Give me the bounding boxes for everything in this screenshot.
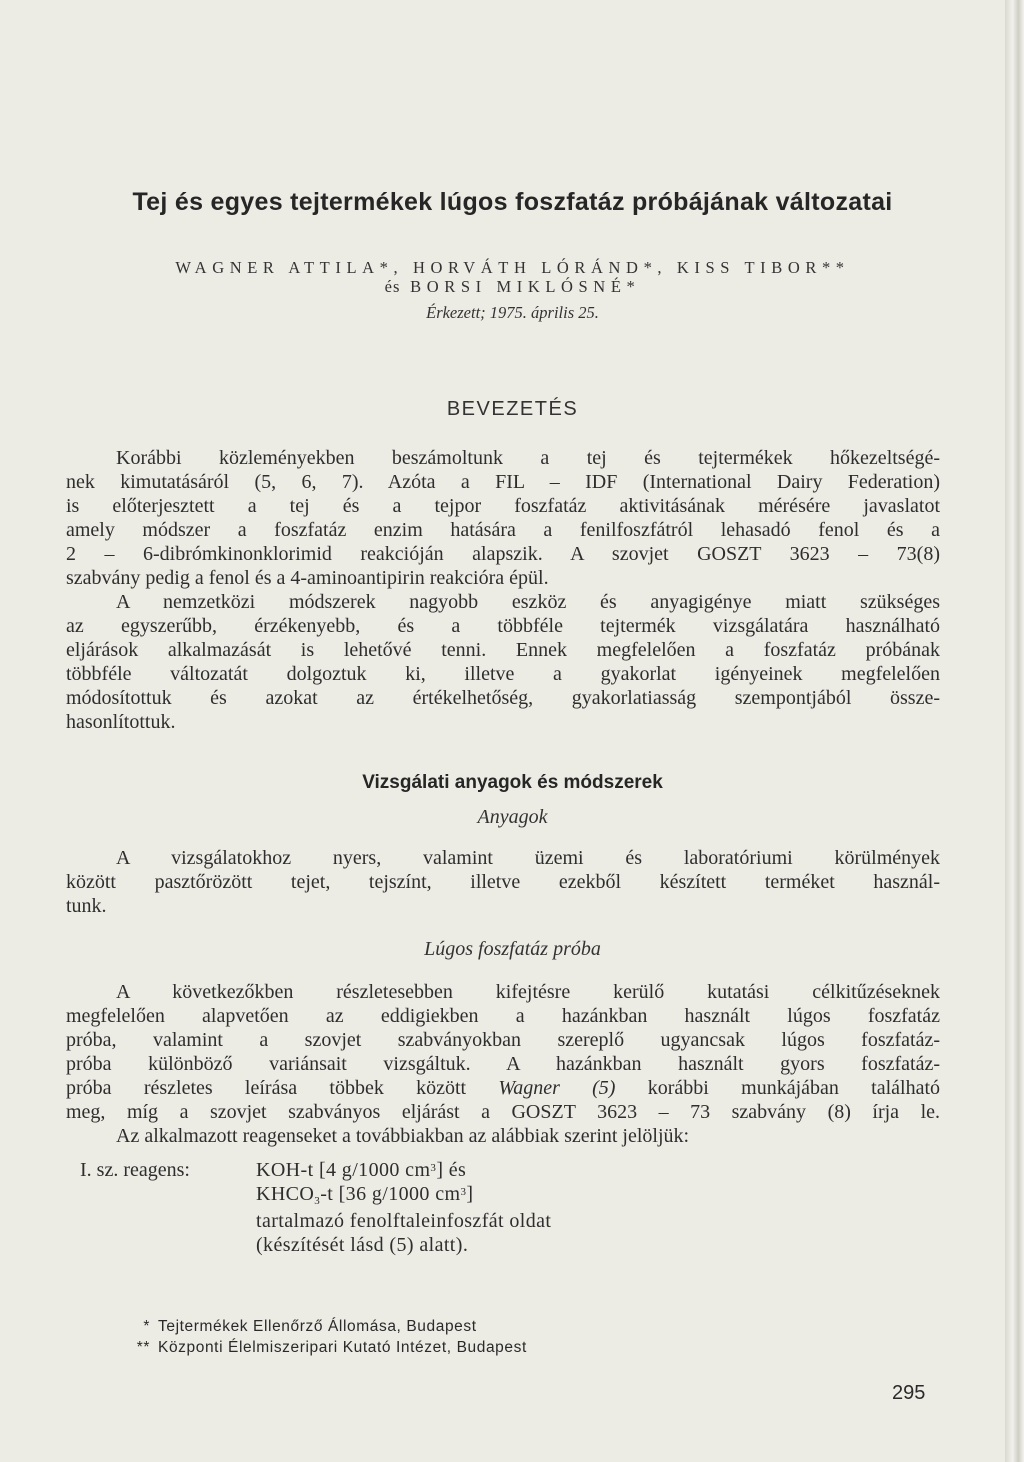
footnote-text: Központi Élelmiszeripari Kutató Intézet, Budapest: [158, 1339, 527, 1356]
text-line: meg, míg a szovjet szabványos eljárást a GOSZT 3623 – 73 szabvány (8) írja le.: [66, 1101, 940, 1123]
reagent-label: I. sz. reagens:: [80, 1159, 190, 1181]
text-line: tunk.: [66, 895, 107, 917]
text-line-with-reference: [66, 1076, 940, 1100]
text-segment: ]: [466, 1183, 474, 1205]
text-line: próba, valamint a szovjet szabványokban szereplő ugyancsak lúgos foszfatáz-: [66, 1029, 940, 1051]
text-line: is előterjesztett a tej és a tejpor foszfatáz aktivitásának mérésére javaslatot: [66, 495, 940, 517]
footnote-mark: **: [136, 1339, 150, 1356]
text-line: megfelelően alapvetően az eddigiekben a hazánkban használt lúgos foszfatáz: [66, 1005, 940, 1027]
reagent-line-3: tartalmazó fenolftaleinfoszfát oldat: [256, 1210, 552, 1232]
text-line: között pasztőrözött tejet, tejszínt, illetve ezekből készített terméket használ-: [66, 871, 940, 893]
introduction-paragraphs: [66, 446, 940, 734]
text-line: A nemzetközi módszerek nagyobb eszköz és anyagigénye miatt szükséges: [116, 591, 940, 613]
footnote-text: Tejtermékek Ellenőrző Állomása, Budapest: [158, 1318, 477, 1335]
text-line: szabvány pedig a fenol és a 4-aminoantipirin reakcióra épül.: [66, 567, 549, 589]
text-line: nek kimutatásáról (5, 6, 7). Azóta a FIL – IDF (International Dairy Federation): [66, 471, 940, 493]
text-line: A vizsgálatokhoz nyers, valamint üzemi és laboratóriumi körülmények: [116, 847, 940, 869]
text-line: az egyszerűbb, érzékenyebb, és a többféle tejtermék vizsgálatára használható: [66, 615, 940, 637]
received-date: Érkezett; 1975. április 25.: [426, 303, 599, 322]
text-line: módosítottuk és azokat az értékelhetőség, gyakorlatiasság szempontjából össze-: [66, 687, 940, 709]
text-line: többféle változatát dolgoztuk ki, illetve a gyakorlat igényeinek megfelelően: [66, 663, 940, 685]
section-heading-methods: Vizsgálati anyagok és módszerek: [362, 772, 663, 793]
text-segment: KHCO: [256, 1183, 315, 1205]
reagent-line-2: [256, 1182, 551, 1209]
authors-line-2: [60, 277, 965, 296]
superscript: 3: [460, 1186, 467, 1198]
text-line: eljárások alkalmazását is lehetővé tenni. Ennek megfelelően a foszfatáz próbának: [66, 639, 940, 661]
footnote-mark: *: [143, 1318, 150, 1335]
materials-paragraph: [66, 846, 940, 918]
footnotes: [130, 1316, 527, 1358]
text-line: Korábbi közleményekben beszámoltunk a tej és tejtermékek hőkezeltségé-: [116, 447, 940, 469]
text-segment: próba részletes leírása többek között: [66, 1077, 467, 1099]
text-line: amely módszer a foszfatáz enzim hatására a fenilfoszfátról lehasadó fenol és a: [66, 519, 940, 541]
text-line: 2 – 6-dibrómkinonklorimid reakcióján alapszik. A szovjet GOSZT 3623 – 73(8): [66, 543, 940, 565]
reagent-line-4: (készítését lásd (5) alatt).: [256, 1234, 469, 1256]
author-reference: Wagner (5): [498, 1077, 616, 1099]
page-edge: [1005, 0, 1024, 1462]
superscript: 3: [430, 1162, 437, 1174]
section-heading-introduction: BEVEZETÉS: [446, 398, 579, 420]
text-segment: -t [36 g/1000 cm: [320, 1183, 461, 1205]
text-line: próba különböző variánsait vizsgáltuk. A hazánkban használt gyors foszfatáz-: [66, 1053, 940, 1075]
footnote: [130, 1316, 527, 1337]
reagent-line-1: [256, 1158, 551, 1182]
subheading-alkaline-phosphatase-test: Lúgos foszfatáz próba: [424, 938, 601, 960]
text-line: hasonlítottuk.: [66, 711, 176, 733]
author-list: [60, 258, 965, 296]
reagent-composition: [256, 1158, 551, 1257]
subheading-materials: Anyagok: [477, 806, 548, 828]
footnote: [130, 1337, 527, 1358]
authors-line-2-names: BORSI MIKLÓSNÉ*: [410, 277, 641, 296]
phosphatase-test-paragraph: [66, 980, 940, 1148]
text-segment: KOH-t [4 g/1000 cm: [256, 1159, 431, 1181]
subscript: 3: [314, 1195, 321, 1207]
text-line: A következőkben részletesebben kifejtésre kerülő kutatási célkitűzéseknek: [116, 981, 940, 1003]
authors-conjunction: és: [384, 277, 401, 296]
authors-line-1: WAGNER ATTILA*, HORVÁTH LÓRÁND*, KISS TIBOR**: [175, 258, 850, 277]
text-segment: korábbi munkájában található: [647, 1077, 941, 1099]
text-line: Az alkalmazott reagenseket a továbbiakban az alábbiak szerint jelöljük:: [116, 1125, 690, 1147]
paper-title: Tej és egyes tejtermékek lúgos foszfatáz próbájának változatai: [132, 188, 893, 216]
page-number: 295: [892, 1382, 926, 1404]
text-segment: ] és: [436, 1159, 467, 1181]
